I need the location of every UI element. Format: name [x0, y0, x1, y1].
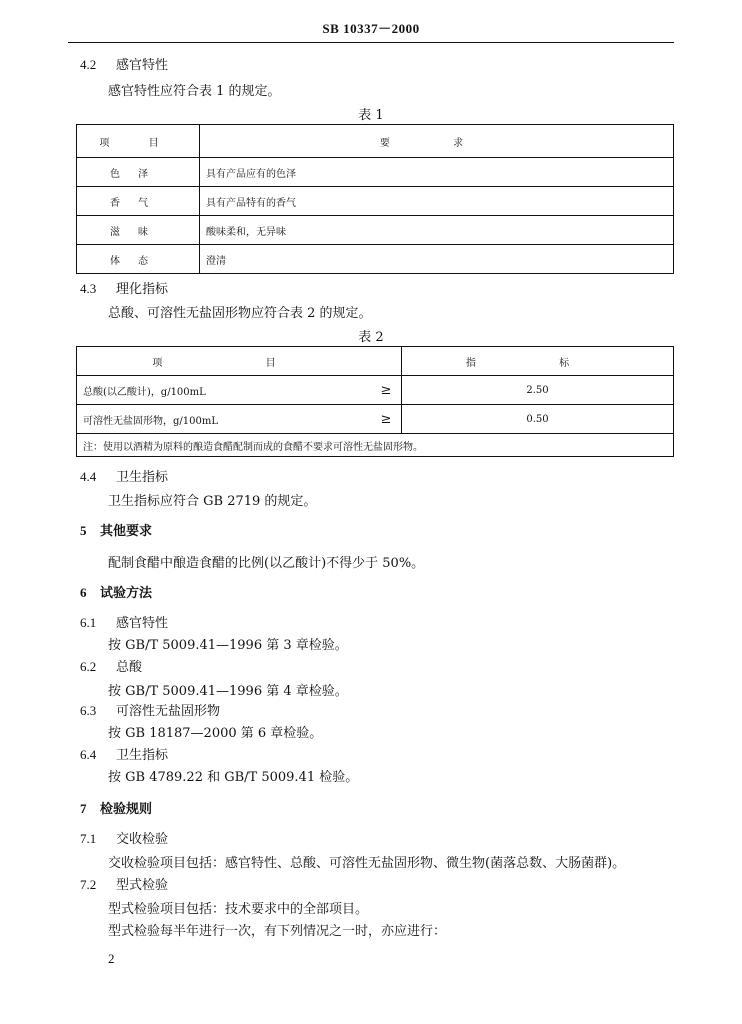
table2-caption: 表 2: [358, 330, 384, 345]
header-rule: [68, 42, 674, 43]
section-number: 6.3: [80, 703, 97, 718]
section-title: 感官特性: [116, 616, 169, 631]
table-row: [77, 216, 674, 245]
table-note-row: [77, 434, 674, 457]
section-7-1-heading: [80, 828, 168, 847]
section-6-2-heading: [80, 656, 142, 675]
section-title: 检验规则: [100, 802, 153, 817]
section-number: 5: [80, 523, 87, 538]
section-number: 4.2: [80, 57, 97, 72]
section-title: 总酸: [116, 660, 143, 675]
page-number: 2: [108, 951, 115, 966]
table-header-cell: 指 标: [402, 347, 674, 376]
section-title: 卫生指标: [116, 470, 169, 485]
section-title: 其他要求: [100, 524, 153, 539]
table-cell-item: 体态: [77, 245, 200, 274]
section-number: 6.2: [80, 659, 97, 674]
section-4-3-heading: [80, 278, 168, 297]
section-6-4-text: 按 GB 4789.22 和 GB/T 5009.41 检验。: [108, 770, 359, 785]
table-header-row: [77, 347, 674, 376]
section-7-heading: [80, 798, 152, 817]
section-6-4-heading: [80, 744, 168, 763]
section-title: 试验方法: [100, 586, 153, 601]
section-4-3-text: 总酸、可溶性无盐固形物应符合表 2 的规定。: [108, 306, 372, 321]
table-header-cell: 项 目: [77, 125, 200, 158]
section-6-3-text: 按 GB 18187—2000 第 6 章检验。: [108, 726, 323, 741]
table-cell-requirement: 酸味柔和，无异味: [200, 216, 674, 245]
table-cell-requirement: 具有产品特有的香气: [200, 187, 674, 216]
section-6-3-heading: [80, 700, 220, 719]
section-number: 4.4: [80, 469, 97, 484]
section-number: 6.1: [80, 615, 97, 630]
section-number: 7.1: [80, 831, 97, 846]
section-4-2-text: 感官特性应符合表 1 的规定。: [108, 84, 281, 99]
section-7-2-text-1: 型式检验项目包括：技术要求中的全部项目。: [108, 902, 369, 917]
section-7-2-text-2: 型式检验每半年进行一次，有下列情况之一时，亦应进行：: [108, 924, 447, 939]
section-title: 理化指标: [116, 282, 169, 297]
section-6-heading: [80, 582, 152, 601]
section-number: 6.4: [80, 747, 97, 762]
section-6-1-heading: [80, 612, 168, 631]
table-cell-item: 总酸(以乙酸计)，g/100mL: [77, 376, 372, 405]
section-5-text: 配制食醋中酿造食醋的比例(以乙酸计)不得少于 50%。: [108, 556, 425, 571]
table1-caption: 表 1: [358, 108, 384, 123]
table-header-row: [77, 125, 674, 158]
section-5-heading: [80, 520, 152, 539]
section-4-4-heading: [80, 466, 168, 485]
table-header-cell: 要 求: [200, 125, 674, 158]
table-row: [77, 245, 674, 274]
table-cell-requirement: 具有产品应有的色泽: [200, 158, 674, 187]
table-2: [76, 346, 674, 457]
table-cell-item: 色泽: [77, 158, 200, 187]
table-cell-value: 0.50: [402, 405, 674, 434]
section-number: 6: [80, 585, 87, 600]
table-cell-requirement: 澄清: [200, 245, 674, 274]
section-title: 卫生指标: [116, 748, 169, 763]
section-6-1-text: 按 GB/T 5009.41—1996 第 3 章检验。: [108, 638, 348, 653]
section-4-2-heading: [80, 54, 168, 73]
table-header-cell: 项 目: [77, 347, 402, 376]
section-number: 7: [80, 801, 87, 816]
table-row: [77, 158, 674, 187]
section-number: 7.2: [80, 877, 97, 892]
section-title: 感官特性: [116, 58, 169, 73]
table-cell-sign: ≥: [371, 405, 402, 434]
section-4-4-text: 卫生指标应符合 GB 2719 的规定。: [108, 494, 317, 509]
table-note: 注：使用以酒精为原料的酿造食醋配制而成的食醋不要求可溶性无盐固形物。: [77, 434, 674, 457]
section-number: 4.3: [80, 281, 97, 296]
section-title: 型式检验: [116, 878, 169, 893]
table-row: [77, 187, 674, 216]
table-cell-value: 2.50: [402, 376, 674, 405]
table-cell-sign: ≥: [371, 376, 402, 405]
section-title: 可溶性无盐固形物: [116, 704, 221, 719]
table-row: [77, 405, 674, 434]
section-7-1-text: 交收检验项目包括：感官特性、总酸、可溶性无盐固形物、微生物(菌落总数、大肠菌群)。: [108, 856, 626, 871]
table-row: [77, 376, 674, 405]
section-title: 交收检验: [116, 832, 169, 847]
section-7-2-heading: [80, 874, 168, 893]
table-1: [76, 124, 674, 274]
running-header: SB 10337－2000: [322, 21, 420, 36]
section-6-2-text: 按 GB/T 5009.41—1996 第 4 章检验。: [108, 684, 348, 699]
table-cell-item: 可溶性无盐固形物，g/100mL: [77, 405, 372, 434]
table-cell-item: 香气: [77, 187, 200, 216]
table-cell-item: 滋味: [77, 216, 200, 245]
